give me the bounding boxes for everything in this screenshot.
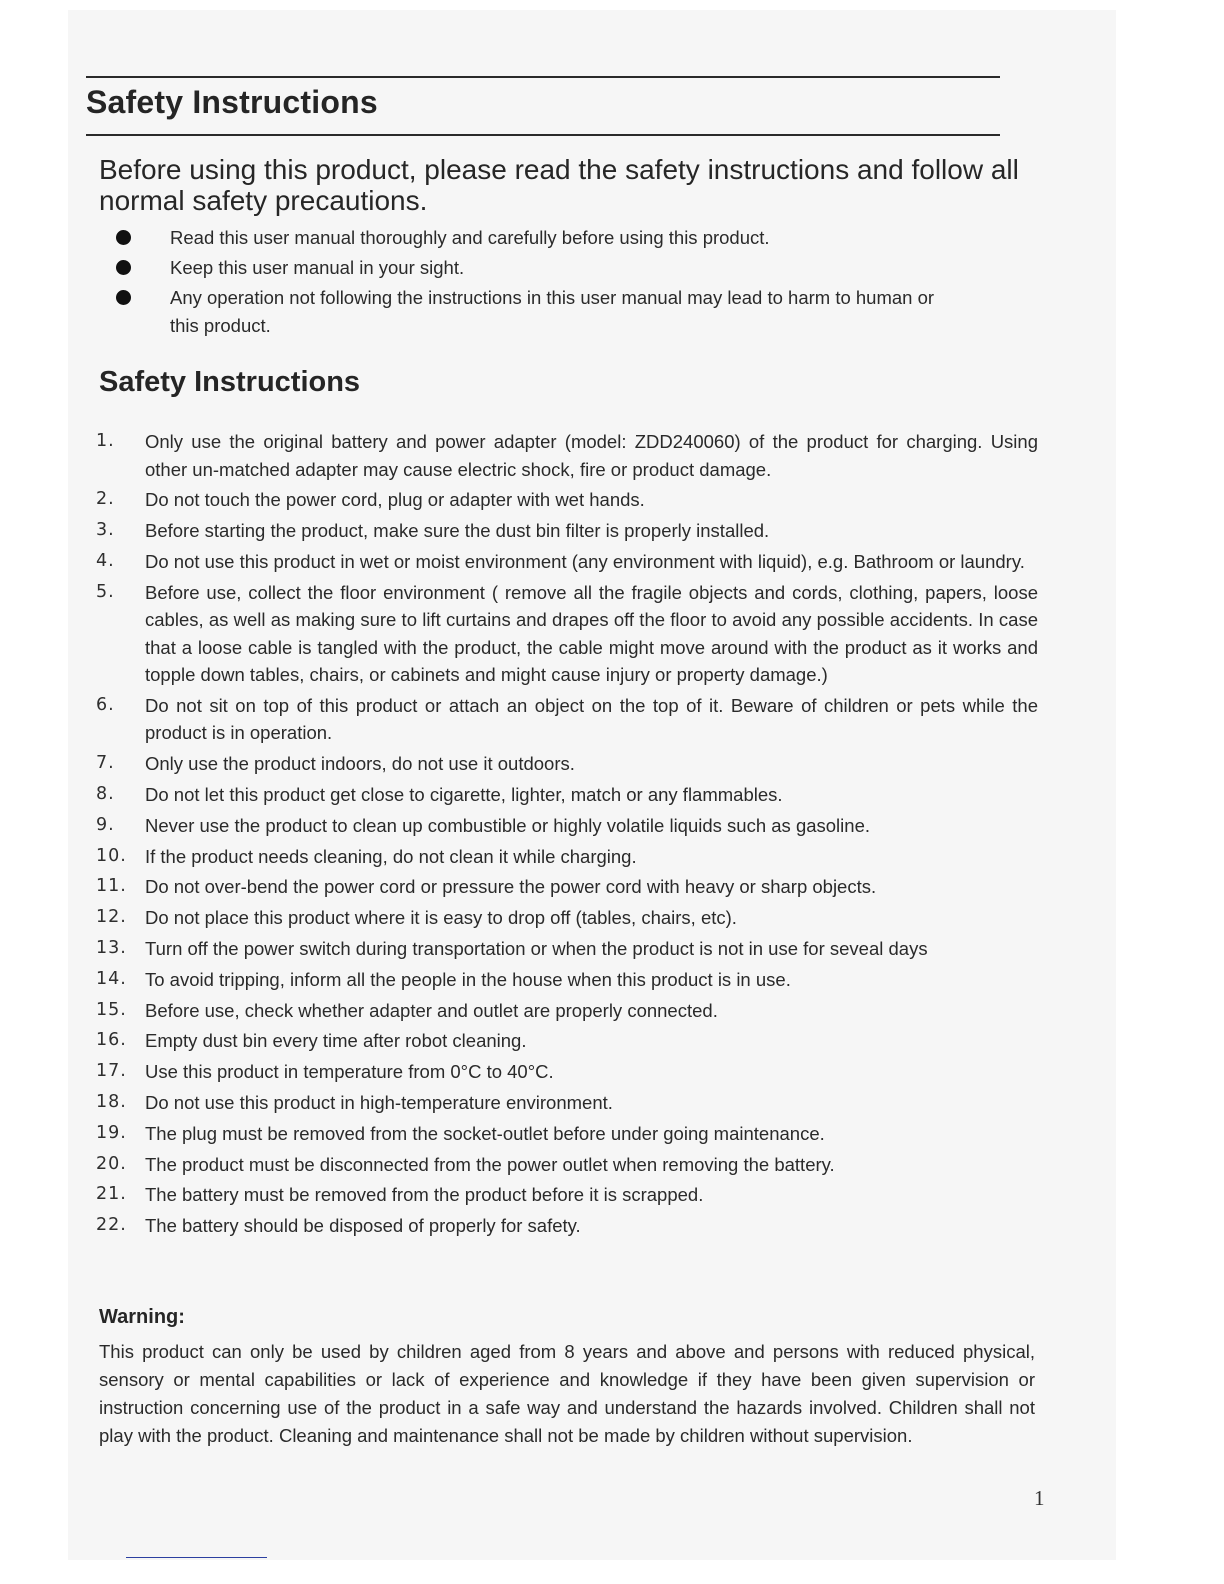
instruction-text: Do not touch the power cord, plug or adapter with wet hands. xyxy=(145,489,645,511)
instruction-number: 20. xyxy=(96,1153,127,1174)
page-number: 1 xyxy=(1034,1486,1045,1510)
instruction-number: 19. xyxy=(96,1122,127,1143)
instruction-text: Only use the original battery and power adapter (model: ZDD240060) of the product for charging. Using other un-matched adapter may cause electric shock, fire or product damage. xyxy=(145,431,1038,480)
instruction-item xyxy=(96,843,1038,871)
warning-text: This product can only be used by children aged from 8 years and above and persons with reduced physical, sensory or mental capabilities or lack of experience and knowledge if they have been given supervision or instruction concerning use of the product in a safe way and understand the hazards involved. Children shall not play with the product. Cleaning and maintenance shall not be made by children without supervision. xyxy=(99,1341,1035,1446)
instruction-text: Do not use this product in wet or moist environment (any environment with liquid), e.g. Bathroom or laundry. xyxy=(145,550,1025,572)
bullet-item xyxy=(100,224,960,252)
instruction-item xyxy=(96,935,1038,963)
instruction-text: Do not over-bend the power cord or pressure the power cord with heavy or sharp objects. xyxy=(145,876,877,898)
bullet-item xyxy=(100,254,960,282)
instruction-number: 18. xyxy=(96,1092,127,1113)
instruction-number: 17. xyxy=(96,1061,127,1082)
instruction-text: If the product needs cleaning, do not clean it while charging. xyxy=(145,845,637,867)
instruction-number: 12. xyxy=(96,907,127,928)
instruction-number: 4. xyxy=(96,550,115,571)
instruction-item xyxy=(96,997,1038,1025)
instruction-item xyxy=(96,486,1038,514)
instruction-text: Before starting the product, make sure the dust bin filter is properly installed. xyxy=(145,520,770,542)
instruction-number: 5. xyxy=(96,581,115,602)
instruction-item xyxy=(96,1027,1038,1055)
instruction-item xyxy=(96,750,1038,778)
bullet-text: Keep this user manual in your sight. xyxy=(170,257,465,278)
instruction-number: 1. xyxy=(96,431,115,451)
instruction-text: Do not let this product get close to cigarette, lighter, match or any flammables. xyxy=(145,784,783,806)
instruction-item xyxy=(96,1089,1038,1117)
header-rule-bottom xyxy=(86,134,1000,136)
footer-line xyxy=(126,1557,267,1558)
instruction-number: 7. xyxy=(96,753,115,774)
instruction-text: Never use the product to clean up combustible or highly volatile liquids such as gasoline. xyxy=(145,814,870,836)
instructions-list xyxy=(96,428,1038,1243)
bullet-list xyxy=(100,224,960,342)
instruction-text: Do not place this product where it is easy to drop off (tables, chairs, etc). xyxy=(145,907,737,929)
instruction-item xyxy=(96,548,1038,576)
instruction-item xyxy=(96,812,1038,840)
instruction-item xyxy=(96,781,1038,809)
instruction-item xyxy=(96,1120,1038,1148)
instruction-text: Use this product in temperature from 0°C to 40°C. xyxy=(145,1061,554,1083)
instruction-item xyxy=(96,1212,1038,1240)
instruction-item xyxy=(96,966,1038,994)
instruction-text: Do not use this product in high-temperature environment. xyxy=(145,1092,613,1114)
instruction-item xyxy=(96,1058,1038,1086)
instruction-item xyxy=(96,1181,1038,1209)
instruction-item xyxy=(96,517,1038,545)
instruction-item xyxy=(96,692,1038,747)
instruction-text: The plug must be removed from the socket-outlet before under going maintenance. xyxy=(145,1122,825,1144)
bullet-dot-icon xyxy=(116,230,131,245)
instruction-text: The battery should be disposed of properly for safety. xyxy=(145,1215,581,1237)
instruction-text: Turn off the power switch during transportation or when the product is not in use for seveal days xyxy=(145,938,928,960)
instruction-number: 8. xyxy=(96,784,115,805)
bullet-text: Any operation not following the instructions in this user manual may lead to harm to human or this product. xyxy=(170,287,935,336)
instruction-text: To avoid tripping, inform all the people in the house when this product is in use. xyxy=(145,968,791,990)
bullet-item xyxy=(100,284,960,340)
instruction-number: 15. xyxy=(96,999,127,1020)
bullet-dot-icon xyxy=(116,260,131,275)
instruction-number: 13. xyxy=(96,938,127,959)
instruction-text: Before use, check whether adapter and outlet are properly connected. xyxy=(145,999,718,1021)
instruction-item xyxy=(96,579,1038,689)
warning-title: Warning: xyxy=(99,1306,185,1328)
page-title: Safety Instructions xyxy=(86,84,378,120)
instruction-number: 22. xyxy=(96,1215,127,1236)
instruction-item xyxy=(96,873,1038,901)
instruction-number: 14. xyxy=(96,968,127,989)
instruction-number: 11. xyxy=(96,876,127,897)
bullet-text: Read this user manual thoroughly and carefully before using this product. xyxy=(170,227,770,248)
instruction-item xyxy=(96,1151,1038,1179)
instruction-text: Only use the product indoors, do not use it outdoors. xyxy=(145,753,575,775)
instruction-number: 9. xyxy=(96,814,115,835)
bullet-dot-icon xyxy=(116,290,131,305)
section-title: Safety Instructions xyxy=(99,366,361,398)
instruction-text: Empty dust bin every time after robot cleaning. xyxy=(145,1030,527,1052)
instruction-number: 21. xyxy=(96,1184,127,1205)
instruction-text: Before use, collect the floor environment ( remove all the fragile objects and cords, clothing, papers, loose cables, as well as making sure to lift curtains and drapes off the floor to avoid any possible accidents. In case that a loose cable is tangled with the product, the cable might move around with the product as it works and topple down tables, chairs, or cabinets and might cause injury or property damage.) xyxy=(145,581,1038,686)
header-rule-top xyxy=(86,76,1000,78)
instruction-item xyxy=(96,428,1038,483)
instruction-number: 3. xyxy=(96,520,115,541)
instruction-number: 16. xyxy=(96,1030,127,1051)
instruction-number: 2. xyxy=(96,489,115,510)
instruction-number: 6. xyxy=(96,694,115,715)
instruction-item xyxy=(96,904,1038,932)
intro-text: Before using this product, please read the safety instructions and follow all normal safety precautions. xyxy=(99,154,1019,216)
instruction-text: The battery must be removed from the product before it is scrapped. xyxy=(145,1184,704,1206)
instruction-text: Do not sit on top of this product or attach an object on the top of it. Beware of children or pets while the product is in operation. xyxy=(145,694,1038,744)
instruction-text: The product must be disconnected from the power outlet when removing the battery. xyxy=(145,1153,835,1175)
instruction-number: 10. xyxy=(96,845,127,866)
